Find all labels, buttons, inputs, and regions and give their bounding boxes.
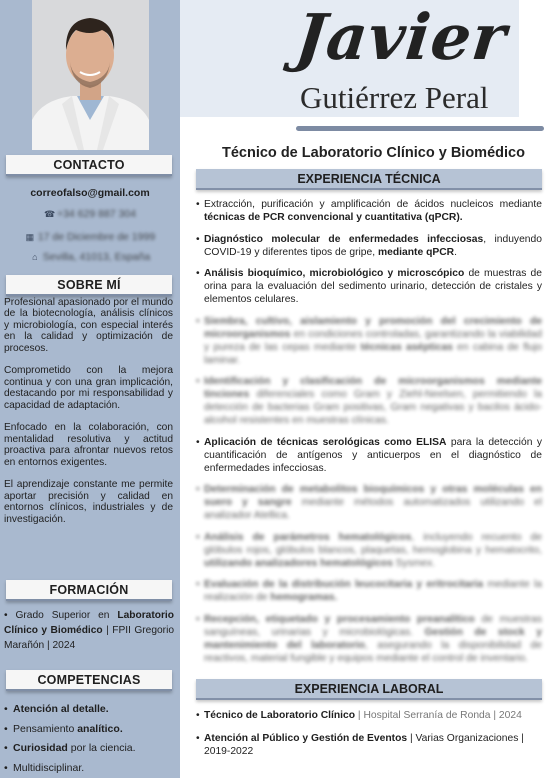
work-experience-list (196, 709, 542, 768)
technical-experience-item: • Recepción, etiquetado y procesamiento preanalítico de muestras sanguíneas, urinarias y microbiológicas. Gestión de stock y mantenimiento del laboratorio, asegurando la disponibilidad de reactivos, material fungible y equipos mediante el control de inventario. (196, 613, 542, 665)
technical-experience-item: • Extracción, purificación y amplificación de ácidos nucleicos mediante técnicas de PCR convencional y cuantitativa (qPCR). (196, 198, 542, 224)
location-icon: ⌂ (32, 252, 38, 262)
technical-experience-item: • Diagnóstico molecular de enfermedades infecciosas, induyendo COVID-19 y diferentes tipos de gripe, mediante qPCR. (196, 233, 542, 259)
work-experience-item: • Técnico de Laboratorio Clínico | Hospital Serranía de Ronda | 2024 (196, 709, 542, 723)
technical-experience-item: • Aplicación de técnicas serológicas como ELISA para la detección y cuantificación de antígenos y anticuerpos en el diagnóstico de enfermedades infecciosas. (196, 436, 542, 475)
job-title: Técnico de Laboratorio Clínico y Biomédico (222, 145, 525, 161)
education-item: • Grado Superior en Laboratorio Clínico y Biomédico | FPII Gregorio Marañón | 2024 (4, 610, 174, 651)
profile-photo (32, 0, 149, 150)
contact-phone-row (0, 207, 180, 221)
education-degree: Laboratorio Clínico y Biomédico (4, 610, 174, 636)
about-paragraph: El aprendizaje constante me permite aportar precisión y calidad en entornos clínicos, industriales y de investigación. (4, 479, 173, 525)
name-underline (296, 126, 544, 131)
about-paragraph: Comprometido con la mejora continua y con una gran implicación, destacando por mi responsabilidad y capacidad de adaptación. (4, 365, 173, 411)
technical-experience-item: • Análisis bioquímico, microbiológico y microscópico de muestras de orina para la evaluación del sedimento urinario, detección de cristales y elementos celulares. (196, 267, 542, 306)
technical-experience-item: • Determinación de metabolitos bioquímicos y otras moléculas en suero y sangre mediante métodos automatizados utilizando el analizador Atellica. (196, 483, 542, 522)
contact-heading: CONTACTO (6, 155, 172, 176)
calendar-icon: ▦ (25, 232, 35, 242)
education-school: | FPII Gregorio Marañón | 2024 (4, 625, 174, 651)
contact-birthdate-row (0, 230, 180, 244)
technical-experience-item: • Siembra, cultivo, aislamiento y promoción del crecimiento de microorganismos en condiciones controladas, garantizando la viabilidad y pureza de las cepas mediante técnicas asépticas en cabina de flujo laminar. (196, 315, 542, 367)
work-experience-item: • Atención al Público y Gestión de Eventos | Varias Organizaciones | 2019-2022 (196, 732, 542, 759)
skills-heading: COMPETENCIAS (6, 670, 172, 691)
work-experience-heading: EXPERIENCIA LABORAL (196, 679, 542, 700)
skill-item: • Atención al detalle. (4, 700, 174, 720)
skills-list (4, 700, 174, 778)
phone-icon: ☎ (43, 209, 56, 219)
education-heading: FORMACIÓN (6, 580, 172, 601)
contact-address-row (0, 250, 180, 264)
technical-experience-list (196, 198, 542, 673)
about-paragraph: Profesional apasionado por el mundo de la biotecnología, análisis clínicos y microbiología, con especial interés en la calidad y optimización de procesos. (4, 297, 173, 354)
contact-email[interactable]: correofalso@gmail.com (30, 187, 150, 199)
about-section (4, 297, 173, 536)
sidebar (0, 0, 180, 778)
skill-item: • Curiosidad por la ciencia. (4, 739, 174, 759)
last-name: Gutiérrez Peral (300, 80, 489, 115)
contact-phone: +34 629 887 304 (56, 208, 137, 220)
technical-experience-item: • Análisis de parámetros hematológicos, incluyendo recuento de glóbulos rojos, glóbulos blancos, plaquetas, hemoglobina y hematocrito, utilizando analizadores hematológicos Sysmex. (196, 531, 542, 570)
education-prefix: Grado Superior en (15, 610, 118, 621)
technical-experience-item: • Evaluación de la distribución leucocitaria y eritrocitaria mediante la realización de hemogramas. (196, 578, 542, 604)
technical-experience-heading: EXPERIENCIA TÉCNICA (196, 169, 542, 190)
about-heading: SOBRE MÍ (6, 275, 172, 296)
skill-item: • Pensamiento analítico. (4, 720, 174, 740)
technical-experience-item: • Identificación y clasificación de microorganismos mediante tinciones diferenciales como Gram y Ziehl-Neelsen, permitiendo la detección de bacterias Gram positivas, Gram negativas y bacilos ácido-alcohol resistentes en muestras clínicas. (196, 375, 542, 427)
contact-birthdate: 17 de Diciembre de 1999 (37, 231, 156, 243)
first-name: Javier (292, 0, 511, 74)
contact-address: Sevilla, 41013, España (42, 251, 151, 263)
skill-item: • Multidisciplinar. (4, 759, 174, 778)
about-paragraph: Enfocado en la colaboración, con mentalidad resolutiva y actitud proactiva para afrontar nuevos retos en entornos exigentes. (4, 422, 173, 468)
